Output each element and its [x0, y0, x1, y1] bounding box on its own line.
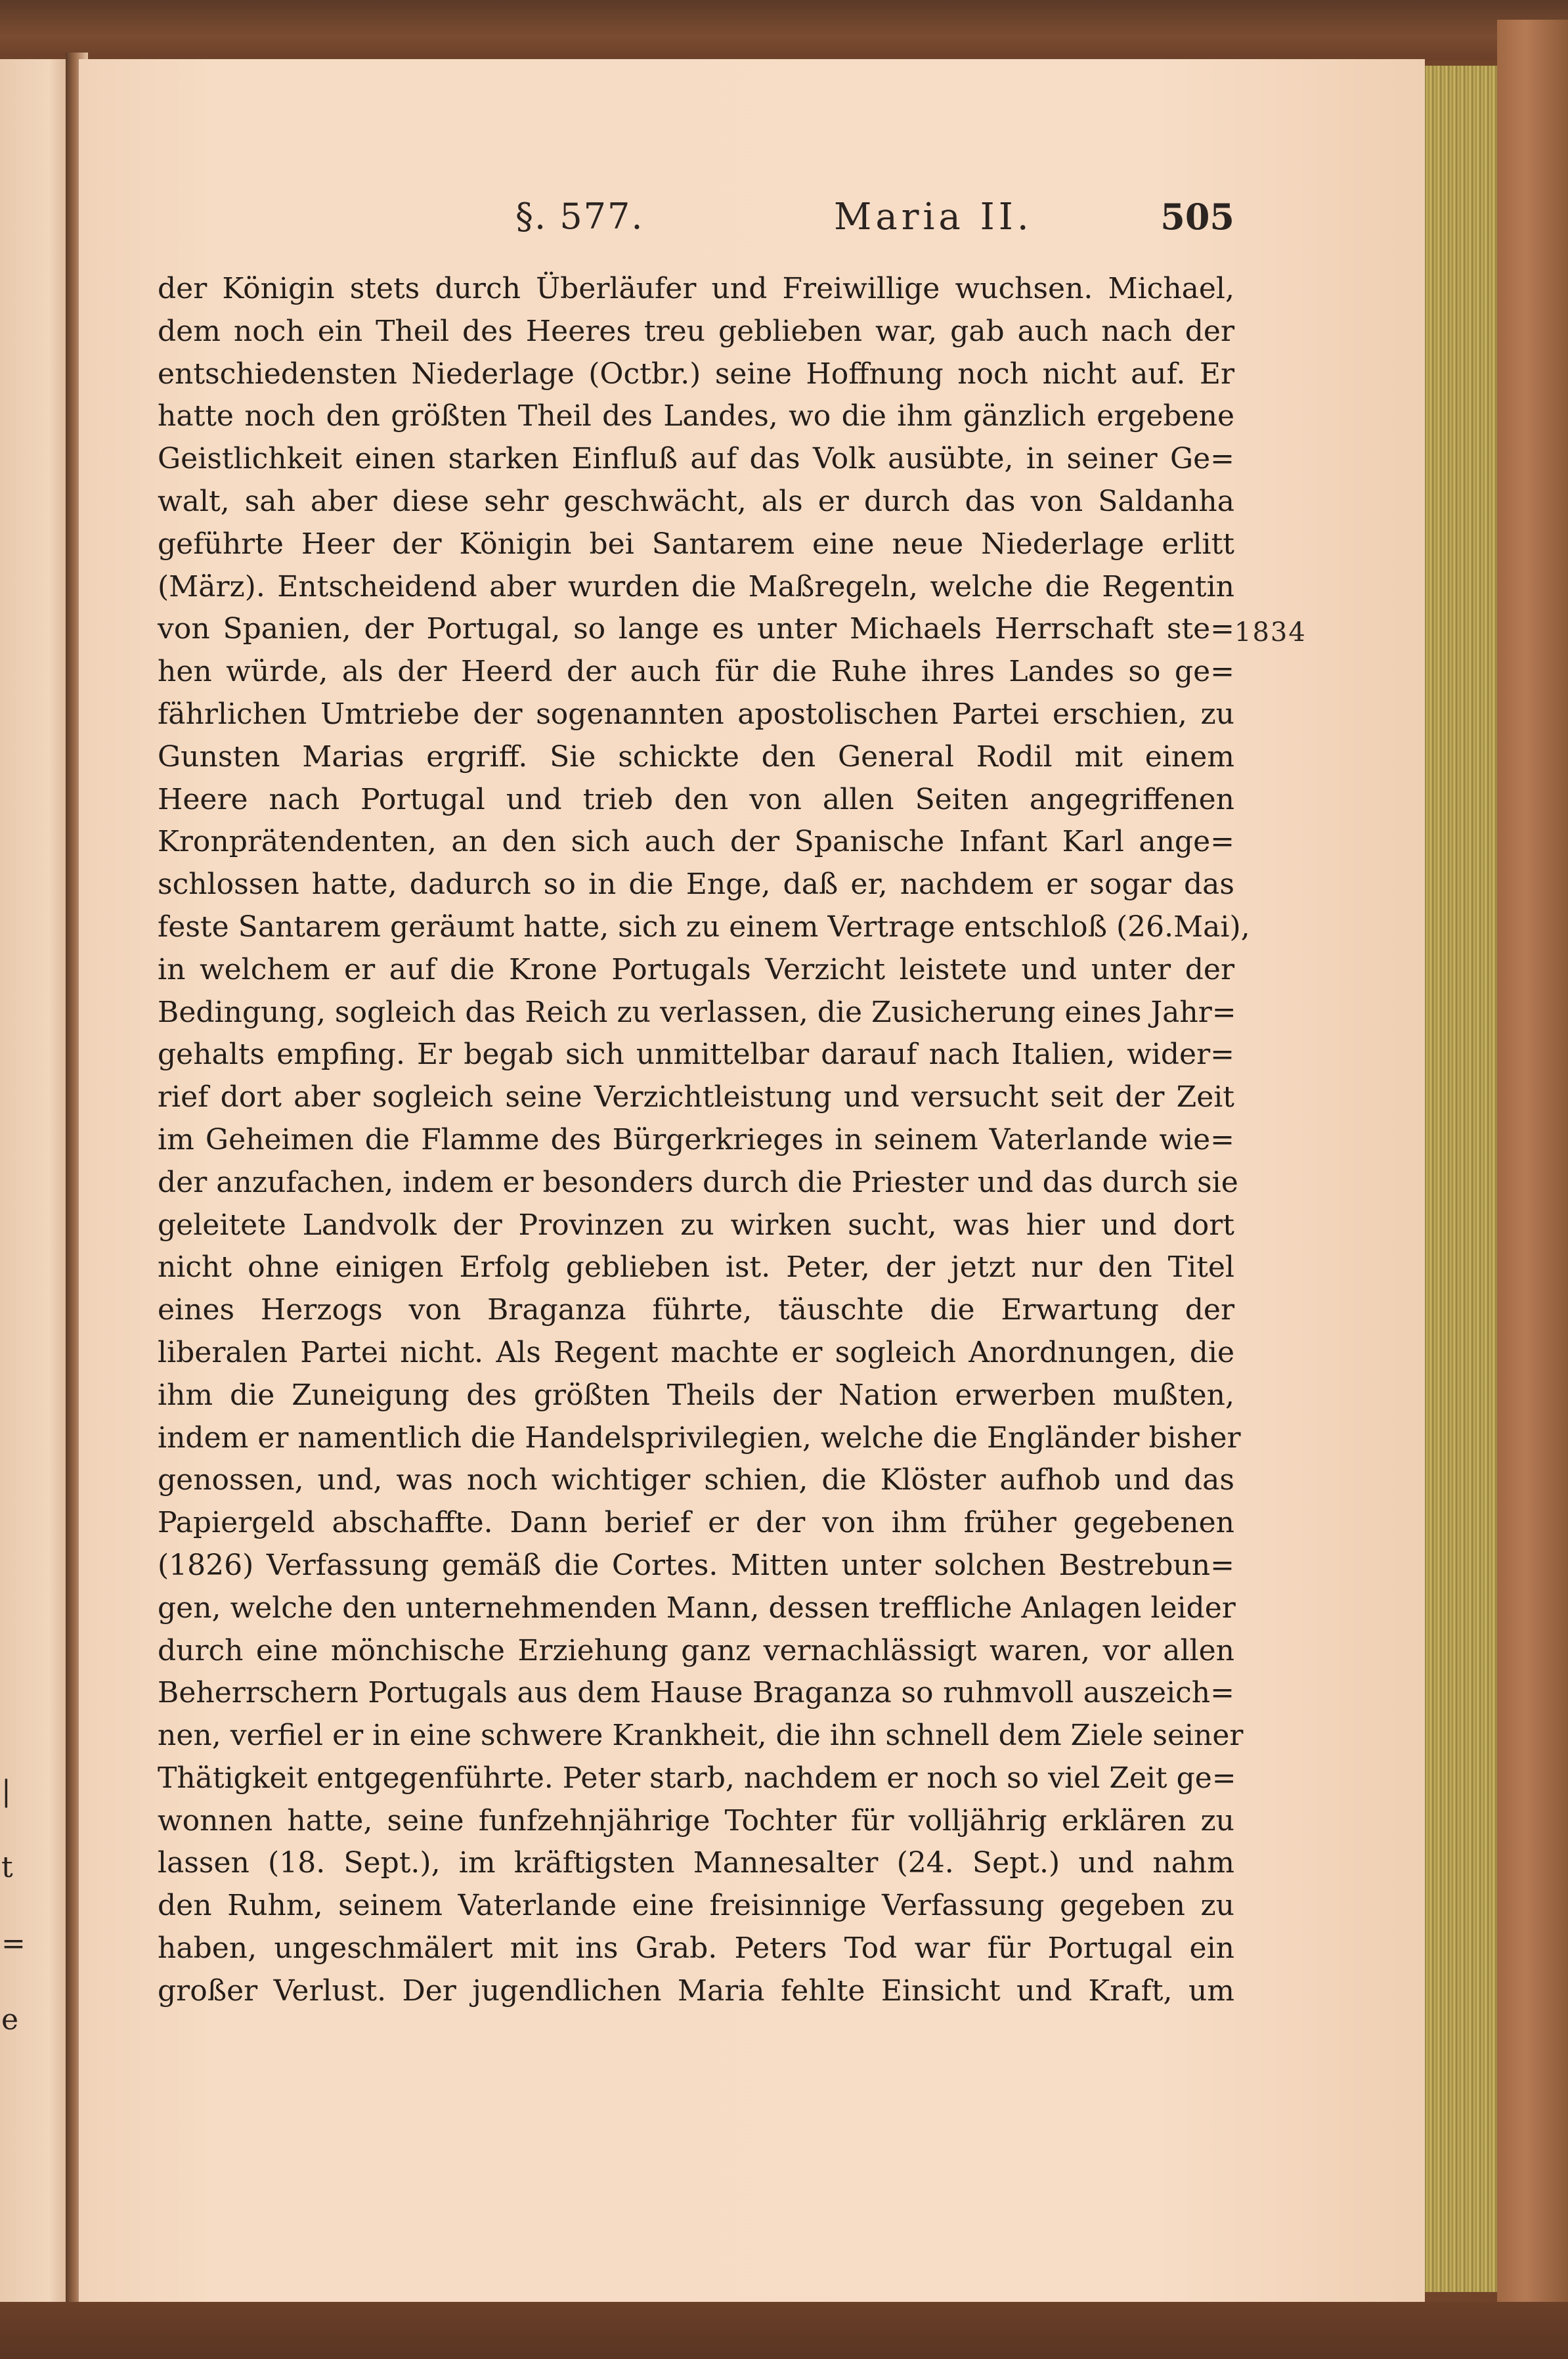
text-line: Gunsten Marias ergriff. Sie schickte den General Rodil mit einem [158, 739, 1234, 774]
text-line: (März). Entscheidend aber wurden die Maßregeln, welche die Regentin [158, 569, 1234, 604]
text-line: Kronprätendenten, an den sich auch der Spanische Infant Karl ange= [158, 825, 1234, 859]
text-line: der anzufachen, indem er besonders durch die Priester und das durch sie [158, 1165, 1238, 1199]
text-line: wonnen hatte, seine funfzehnjährige Tochter für volljährig erklären zu [158, 1803, 1234, 1838]
prev-mark: | [1, 1775, 11, 1808]
prev-mark: t [1, 1851, 13, 1884]
text-line: dem noch ein Theil des Heeres treu geblieben war, gab auch nach der [158, 314, 1234, 348]
text-line: haben, ungeschmälert mit ins Grab. Peters Tod war für Portugal ein [158, 1931, 1234, 1966]
text-line: feste Santarem geräumt hatte, sich zu einem Vertrage entschloß (26.Mai), [158, 910, 1250, 944]
text-line: schlossen hatte, dadurch so in die Enge, daß er, nachdem er sogar das [158, 868, 1234, 902]
text-line: durch eine mönchische Erziehung ganz vernachlässigt waren, vor allen [158, 1633, 1234, 1667]
running-title: Maria II. [834, 196, 1033, 238]
text-line: genossen, und, was noch wichtiger schien, die Klöster aufhob und das [158, 1463, 1234, 1497]
text-line: hen würde, als der Heerd der auch für die Ruhe ihres Landes so ge= [158, 655, 1234, 689]
text-line: lassen (18. Sept.), im kräftigsten Mannesalter (24. Sept.) und nahm [158, 1846, 1234, 1880]
text-line: Papiergeld abschaffte. Dann berief er der von ihm früher gegebenen [158, 1506, 1234, 1540]
prev-mark: e [1, 2003, 19, 2037]
cover-bottom-edge [0, 2302, 1568, 2359]
text-line: gehalts empfing. Er begab sich unmittelbar darauf nach Italien, wider= [158, 1038, 1234, 1072]
previous-page-marks [1, 1753, 28, 2058]
running-header [158, 196, 1234, 242]
text-line: rief dort aber sogleich seine Verzichtleistung und versucht seit der Zeit [158, 1080, 1234, 1114]
page-number: 505 [1160, 196, 1234, 238]
text-line: Heere nach Portugal und trieb den von allen Seiten angegriffenen [158, 782, 1234, 816]
text-line: fährlichen Umtriebe der sogenannten apostolischen Partei erschien, zu [158, 697, 1234, 731]
text-line: hatte noch den größten Theil des Landes, wo die ihm gänzlich ergebene [158, 399, 1234, 433]
text-line: in welchem er auf die Krone Portugals Verzicht leistete und unter der [158, 952, 1234, 986]
text-line: (1826) Verfassung gemäß die Cortes. Mitten unter solchen Bestrebun= [158, 1548, 1234, 1582]
text-line: geführte Heer der Königin bei Santarem eine neue Niederlage erlitt [158, 527, 1234, 561]
text-line: Geistlichkeit einen starken Einfluß auf das Volk ausübte, in seiner Ge= [158, 442, 1234, 476]
text-line: den Ruhm, seinem Vaterlande eine freisinnige Verfassung gegeben zu [158, 1889, 1234, 1923]
margin-year-note: 1834 [1234, 617, 1307, 648]
text-line: großer Verlust. Der jugendlichen Maria fehlte Einsicht und Kraft, um [158, 1973, 1234, 2008]
previous-page-strip [0, 59, 70, 2305]
text-line: der Königin stets durch Überläufer und Freiwillige wuchsen. Michael, [158, 272, 1234, 305]
text-line: eines Herzogs von Braganza führte, täuschte die Erwartung der [158, 1293, 1234, 1327]
gilt-page-edges [1425, 66, 1497, 2292]
text-line: nicht ohne einigen Erfolg geblieben ist. Peter, der jetzt nur den Titel [158, 1250, 1234, 1285]
text-line: walt, sah aber diese sehr geschwächt, als er durch das von Saldanha [158, 484, 1234, 518]
text-line: ihm die Zuneigung des größten Theils der Nation erwerben mußten, [158, 1378, 1234, 1412]
prev-mark: = [1, 1927, 26, 1960]
text-line: geleitete Landvolk der Provinzen zu wirken sucht, was hier und dort [158, 1208, 1234, 1242]
text-line: Thätigkeit entgegenführte. Peter starb, nachdem er noch so viel Zeit ge= [158, 1761, 1236, 1795]
text-line: im Geheimen die Flamme des Bürgerkrieges in seinem Vaterlande wie= [158, 1122, 1234, 1157]
text-line: liberalen Partei nicht. Als Regent machte er sogleich Anordnungen, die [158, 1335, 1234, 1369]
section-number: §. 577. [515, 196, 644, 237]
cover-right-edge [1497, 20, 1568, 2345]
text-line: Beherrschern Portugals aus dem Hause Braganza so ruhmvoll auszeich= [158, 1676, 1234, 1710]
text-line: von Spanien, der Portugal, so lange es unter Michaels Herrschaft ste= [158, 612, 1234, 646]
text-line: gen, welche den unternehmenden Mann, dessen treffliche Anlagen leider [158, 1591, 1236, 1625]
cover-top-edge [0, 0, 1568, 60]
text-line: nen, verfiel er in eine schwere Krankheit, die ihn schnell dem Ziele seiner [158, 1719, 1244, 1753]
body-text [158, 268, 1250, 2013]
text-line: indem er namentlich die Handelsprivilegien, welche die Engländer bisher [158, 1421, 1241, 1455]
text-line: Bedingung, sogleich das Reich zu verlassen, die Zusicherung eines Jahr= [158, 995, 1236, 1029]
text-line: entschiedensten Niederlage (Octbr.) seine Hoffnung noch nicht auf. Er [158, 357, 1234, 391]
